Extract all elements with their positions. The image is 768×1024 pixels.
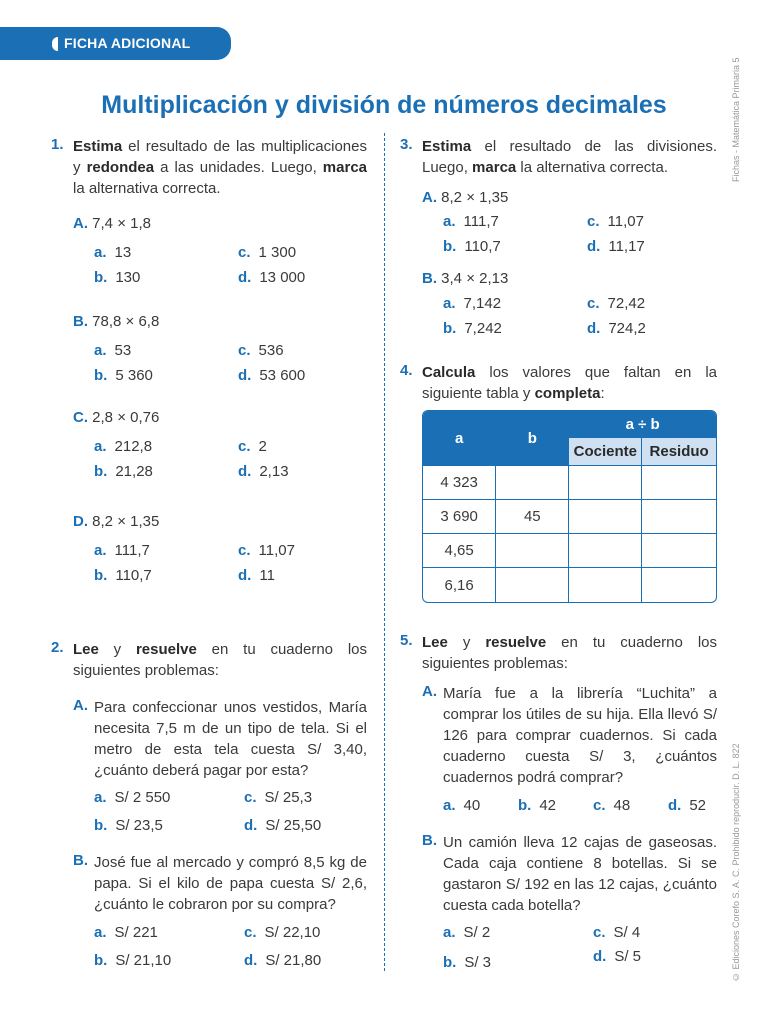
option-value: 11,17 xyxy=(608,238,645,255)
prompt-text: la alternativa correcta. xyxy=(516,159,668,176)
question-2-prompt xyxy=(73,639,367,681)
option-d[interactable]: d. 724,2 xyxy=(587,320,646,337)
col-header-b: b xyxy=(496,411,569,466)
option-a[interactable]: a. 40 xyxy=(443,797,481,814)
option-a[interactable]: a. S/ 2 550 xyxy=(94,789,171,806)
problem-text: Un camión lleva 12 cajas de gaseosas. Cada caja contiene 8 botellas. Si se gastaron S/ 192 en las 12 cajas, ¿cuánto cuesta cada botella? xyxy=(443,834,717,914)
sub-letter: A. xyxy=(422,189,437,206)
sub-question xyxy=(422,268,508,289)
sub-letter: D. xyxy=(73,513,88,530)
column-divider xyxy=(384,133,385,971)
cell-a: 4,65 xyxy=(423,534,496,568)
option-d[interactable]: d. 11,17 xyxy=(587,238,645,255)
option-value: 53 600 xyxy=(259,367,306,384)
option-value: 111,7 xyxy=(463,213,499,230)
option-d[interactable]: d. 53 600 xyxy=(238,367,306,384)
option-value: S/ 5 xyxy=(614,948,642,965)
option-value: 13 000 xyxy=(259,269,306,286)
option-c[interactable]: c. S/ 4 xyxy=(593,924,641,941)
option-c[interactable]: c. 2 xyxy=(238,438,267,455)
problem-text: José fue al mercado y compró 8,5 kg de papa. Si el kilo de papa cuesta S/ 2,6, ¿cuánto le cobraron por su compra? xyxy=(94,854,367,913)
option-d[interactable]: d. 52 xyxy=(668,797,707,814)
sub-letter: B. xyxy=(73,313,88,330)
expression: 78,8 × 6,8 xyxy=(92,313,160,330)
option-a[interactable]: a. 53 xyxy=(94,342,132,359)
sub-letter: B. xyxy=(73,852,88,869)
option-c[interactable]: c. 536 xyxy=(238,342,284,359)
option-d[interactable]: d. 11 xyxy=(238,567,275,584)
option-value: 2 xyxy=(258,438,267,455)
prompt-text: a las unidades. Luego, xyxy=(154,159,323,176)
option-d[interactable]: d. 2,13 xyxy=(238,463,289,480)
option-value: 40 xyxy=(463,797,481,814)
sub-letter: A. xyxy=(422,683,437,700)
option-value: S/ 2 xyxy=(463,924,491,941)
sub-letter: B. xyxy=(422,270,437,287)
prompt-text: los valores que faltan en la siguiente tabla y xyxy=(422,364,717,402)
expression: 8,2 × 1,35 xyxy=(92,513,160,530)
cell-residuo[interactable] xyxy=(642,568,716,602)
option-value: S/ 25,3 xyxy=(264,789,313,806)
tab-marker-icon xyxy=(52,37,58,51)
cell-a: 3 690 xyxy=(423,500,496,534)
option-d[interactable]: d. 13 000 xyxy=(238,269,306,286)
cell-b[interactable] xyxy=(496,568,569,602)
question-number: 1. xyxy=(51,136,64,153)
cell-b[interactable] xyxy=(496,534,569,568)
sub-question xyxy=(73,407,159,428)
side-caption-top: Fichas - Matemática Primaria 5 xyxy=(731,57,741,182)
option-d[interactable]: d. S/ 5 xyxy=(593,948,642,965)
question-number: 3. xyxy=(400,136,413,153)
cell-b[interactable] xyxy=(496,466,569,500)
option-value: 72,42 xyxy=(607,295,646,312)
keyword: resuelve xyxy=(485,634,547,651)
question-number: 4. xyxy=(400,362,413,379)
cell-cociente[interactable] xyxy=(569,568,642,602)
page-title: Multiplicación y división de números decimales xyxy=(101,91,667,119)
option-value: 13 xyxy=(114,244,132,261)
keyword: marca xyxy=(472,159,517,176)
cell-cociente[interactable] xyxy=(569,466,642,500)
expression: 3,4 × 2,13 xyxy=(441,270,509,287)
option-value: 11,07 xyxy=(258,542,295,559)
prompt-text: el resultado de las multiplicaciones y xyxy=(73,138,367,176)
option-value: S/ 25,50 xyxy=(265,817,322,834)
prompt-text: y xyxy=(98,641,136,658)
sub-letter: A. xyxy=(73,697,88,714)
keyword: Lee xyxy=(422,634,448,651)
option-c[interactable]: c. 48 xyxy=(593,797,631,814)
option-d[interactable]: d. S/ 25,50 xyxy=(244,817,322,834)
cell-a: 4 323 xyxy=(423,466,496,500)
option-value: 11,07 xyxy=(607,213,644,230)
option-value: S/ 23,5 xyxy=(115,817,163,834)
option-a[interactable]: a. 13 xyxy=(94,244,132,261)
option-value: 130 xyxy=(115,269,141,286)
option-b[interactable]: b. 5 360 xyxy=(94,367,153,384)
prompt-text: la alternativa correcta. xyxy=(73,180,221,197)
tab-label: FICHA ADICIONAL xyxy=(64,35,191,51)
option-a[interactable]: a. 212,8 xyxy=(94,438,153,455)
keyword: Calcula xyxy=(422,364,476,381)
cell-b: 45 xyxy=(496,500,569,534)
keyword: Lee xyxy=(73,641,99,658)
option-value: 42 xyxy=(539,797,557,814)
option-value: 212,8 xyxy=(114,438,153,455)
option-a[interactable]: a. 111,7 xyxy=(94,542,150,559)
option-b[interactable]: b. 21,28 xyxy=(94,463,153,480)
problem-text: María fue a la librería “Luchita” a comprar los útiles de su hija. Ella llevó S/ 126 para comprar cuadernos. Si cada cuaderno cuesta S/ 3, ¿cuántos cuadernos podrá comprar? xyxy=(443,685,717,786)
option-b[interactable]: b. S/ 3 xyxy=(443,954,492,971)
option-a[interactable]: a. S/ 221 xyxy=(94,924,158,941)
option-b[interactable]: b. 110,7 xyxy=(94,567,152,584)
header-tab xyxy=(0,27,231,60)
option-b[interactable]: b. S/ 23,5 xyxy=(94,817,163,834)
prompt-text: y xyxy=(447,634,486,651)
option-value: S/ 2 550 xyxy=(114,789,171,806)
keyword: resuelve xyxy=(135,641,197,658)
option-value: 110,7 xyxy=(115,567,152,584)
side-caption-bottom: © Ediciones Corefo S. A. C. Prohibido reproducir. D. L. 822 xyxy=(731,743,741,982)
col-header-residuo: Residuo xyxy=(642,438,716,466)
expression: 7,4 × 1,8 xyxy=(92,215,151,232)
problem-text: Para confeccionar unos vestidos, María necesita 7,5 m de un tipo de tela. Si el metro de esta tela cuesta S/ 3,40, ¿cuánto deberá pagar por esta? xyxy=(94,699,367,779)
sub-question xyxy=(73,511,159,532)
cell-cociente[interactable] xyxy=(569,534,642,568)
option-value: 48 xyxy=(613,797,631,814)
sub-letter: B. xyxy=(422,832,437,849)
prompt-text: en tu cuaderno los siguientes problemas: xyxy=(422,634,717,672)
option-value: S/ 4 xyxy=(613,924,641,941)
keyword: completa xyxy=(534,385,601,402)
option-value: S/ 221 xyxy=(114,924,158,941)
keyword: Estima xyxy=(422,138,472,155)
sub-question xyxy=(73,311,159,332)
keyword: marca xyxy=(322,159,367,176)
option-value: 7,242 xyxy=(464,320,502,337)
col-header-division: a ÷ b xyxy=(569,411,716,438)
cell-residuo[interactable] xyxy=(642,466,716,500)
question-number: 5. xyxy=(400,632,413,649)
option-a[interactable]: a. 111,7 xyxy=(443,213,499,230)
option-a[interactable]: a. 7,142 xyxy=(443,295,502,312)
option-c[interactable]: c. 11,07 xyxy=(587,213,644,230)
option-value: 53 xyxy=(114,342,132,359)
option-value: 5 360 xyxy=(115,367,153,384)
option-b[interactable]: b. 130 xyxy=(94,269,141,286)
option-b[interactable]: b. 42 xyxy=(518,797,557,814)
option-value: 1 300 xyxy=(258,244,297,261)
option-c[interactable]: c. 11,07 xyxy=(238,542,295,559)
question-number: 2. xyxy=(51,639,64,656)
option-c[interactable]: c. 72,42 xyxy=(587,295,646,312)
question-4-prompt xyxy=(422,362,717,404)
question-1-prompt xyxy=(73,136,367,199)
expression: 2,8 × 0,76 xyxy=(92,409,160,426)
option-value: 2,13 xyxy=(259,463,289,480)
option-value: 21,28 xyxy=(115,463,153,480)
expression: 8,2 × 1,35 xyxy=(441,189,509,206)
sub-letter: A. xyxy=(73,215,88,232)
question-3-prompt xyxy=(422,136,717,178)
prompt-text: el resultado de las divisiones. Luego, xyxy=(422,138,717,176)
option-value: 11 xyxy=(259,567,275,584)
option-b[interactable]: b. S/ 21,10 xyxy=(94,952,172,969)
option-value: 724,2 xyxy=(608,320,646,337)
option-value: 111,7 xyxy=(114,542,150,559)
cell-cociente[interactable] xyxy=(569,500,642,534)
sub-question xyxy=(73,213,151,234)
values-table xyxy=(422,410,717,601)
option-value: 52 xyxy=(689,797,707,814)
option-c[interactable]: c. S/ 25,3 xyxy=(244,789,313,806)
option-a[interactable]: a. S/ 2 xyxy=(443,924,491,941)
option-value: S/ 3 xyxy=(464,954,492,971)
prompt-text: en tu cuaderno los siguientes problemas: xyxy=(73,641,367,679)
option-b[interactable]: b. 110,7 xyxy=(443,238,501,255)
option-value: 110,7 xyxy=(464,238,501,255)
cell-residuo[interactable] xyxy=(642,500,716,534)
option-c[interactable]: c. 1 300 xyxy=(238,244,297,261)
option-value: 536 xyxy=(258,342,284,359)
cell-a: 6,16 xyxy=(423,568,496,602)
option-b[interactable]: b. 7,242 xyxy=(443,320,502,337)
option-value: S/ 21,80 xyxy=(265,952,322,969)
prompt-text: : xyxy=(600,385,605,402)
option-c[interactable]: c. S/ 22,10 xyxy=(244,924,321,941)
keyword: Estima xyxy=(73,138,123,155)
question-5-prompt xyxy=(422,632,717,674)
option-value: S/ 21,10 xyxy=(115,952,172,969)
option-value: S/ 22,10 xyxy=(264,924,321,941)
keyword: redondea xyxy=(86,159,155,176)
option-d[interactable]: d. S/ 21,80 xyxy=(244,952,322,969)
sub-letter: C. xyxy=(73,409,88,426)
col-header-a: a xyxy=(423,411,496,466)
cell-residuo[interactable] xyxy=(642,534,716,568)
sub-question xyxy=(422,187,508,208)
option-value: 7,142 xyxy=(463,295,502,312)
col-header-cociente: Cociente xyxy=(569,438,642,466)
